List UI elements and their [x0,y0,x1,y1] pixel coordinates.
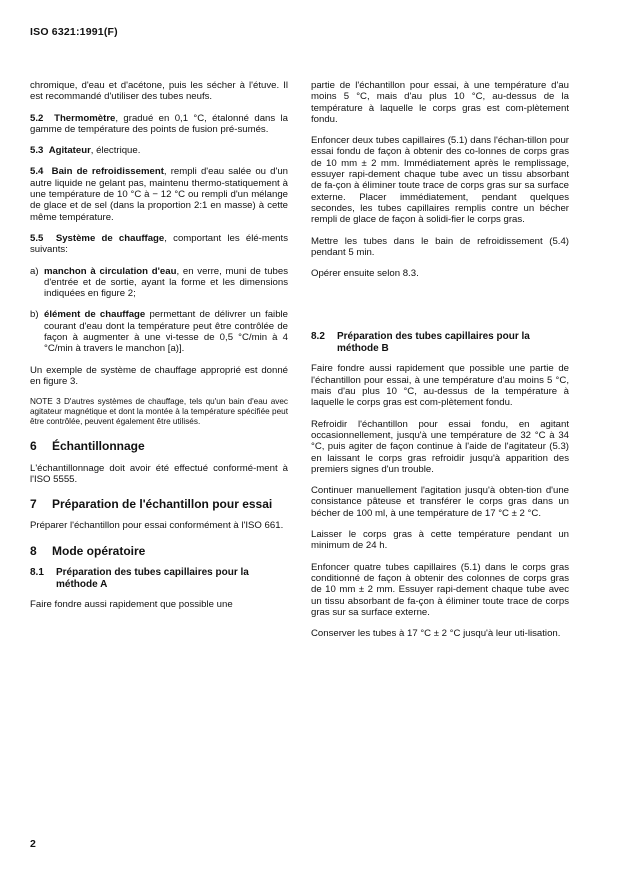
section-8-2-heading [311,331,569,355]
section-6-title: Échantillonnage [52,439,145,454]
right-paragraph-9: Enfoncer quatre tubes capillaires (5.1) dans le corps gras conditionné de façon à obtenir des colonnes de corps gras de 10 mm ± 2 mm. Essuyer rapi-dement chaque tube avec un tissu absorbant de fa-çon à éliminer toute trace de corps gras sur sa surface externe. [311,561,569,618]
section-8-title: Mode opératoire [52,543,146,558]
section-8-1-title: Préparation des tubes capillaires pour la méthode A [56,567,249,591]
section-6-heading [30,441,288,452]
page-number: 2 [30,838,36,850]
list-item-a-text: , en verre, muni de tubes d'entrée et de sortie, ayant la forme et les dimensions indiquées en figure 2; [44,265,288,300]
clause-5-4-text: , rempli d'eau salée ou d'un autre liquide ne gelant pas, maintenu thermo-statiquement à une température de 10 °C à − 12 °C ou rempli d'un mélange de glace et de sel (dans la proportion 2:1 en masse) à cette même température. [30,166,289,223]
section-7-number: 7 [30,497,37,512]
section-8-1-text: Faire fondre aussi rapidement que possible une [30,599,233,611]
list-item-b [30,309,288,354]
section-6-number: 6 [30,439,37,454]
column-spacer [311,289,569,323]
example-paragraph: Un exemple de système de chauffage approprié est donné en figure 3. [30,364,288,387]
clause-5-4 [30,166,288,222]
clause-5-2 [30,113,288,136]
clause-5-4-label: Bain de refroidissement [51,166,164,178]
clause-5-2-number: 5.2 [30,112,44,124]
clause-5-3-label: Agitateur [48,145,91,157]
right-paragraph-10: Conserver les tubes à 17 °C ± 2 °C jusqu'à leur uti-lisation. [311,628,561,640]
right-column [311,80,569,649]
right-paragraph-7: Continuer manuellement l'agitation jusqu'à obten-tion d'une consistance pâteuse et transférer le corps gras dans un bécher de 100 ml, à une température de 17 °C ± 2 °C. [311,485,569,519]
right-paragraph-4: Opérer ensuite selon 8.3. [311,268,419,280]
clause-5-3-number: 5.3 [30,145,44,157]
list-marker-a: a) [30,265,39,277]
clause-5-2-text: , gradué en 0,1 °C, étalonné dans la gamme de température des points de fusion pré-sumés. [30,112,288,135]
clause-5-5-number: 5.5 [30,232,44,244]
left-column [30,80,288,620]
section-6-text: L'échantillonnage doit avoir été effectué conformé-ment à l'ISO 5555. [30,462,288,485]
clause-5-5-text: , comportant les élé-ments suivants: [30,232,288,256]
list-marker-b: b) [30,309,39,321]
list-item-a-label: manchon à circulation d'eau [44,265,177,277]
section-8-number: 8 [30,543,37,558]
section-7-text: Préparer l'échantillon pour essai conformément à l'ISO 661. [30,520,284,532]
right-paragraph-6: Refroidir l'échantillon pour essai fondu, en agitant occasionnellement, jusqu'à une température de 32 °C à 34 °C, puis agiter de façon continue à l'aide de l'agitateur (5.3) en laissant le corps gras refroidir jusqu'à apparition des premiers signes d'un trouble. [311,418,569,475]
clause-5-3-text: , électrique. [90,145,141,157]
right-paragraph-8: Laisser le corps gras à cette température pendant un minimum de 24 h. [311,529,569,552]
clause-5-5-label: Système de chauffage [55,232,165,244]
section-8-2-title: Préparation des tubes capillaires pour la méthode B [337,331,530,355]
right-paragraph-1: partie de l'échantillon pour essai, à une température d'au moins 5 °C, mais d'au plus 10 °C, au-dessus de la température à laquelle le corps gras est com-plètement fondu. [311,80,569,125]
section-7-title: Préparation de l'échantillon pour essai [52,497,273,512]
right-paragraph-3: Mettre les tubes dans le bain de refroidissement (5.4) pendant 5 min. [311,235,569,258]
section-8-1-heading [30,567,288,591]
intro-paragraph: chromique, d'eau et d'acétone, puis les sécher à l'étuve. Il est recommandé d'utiliser des tubes neufs. [30,80,288,103]
clause-5-5 [30,233,288,256]
right-paragraph-2: Enfoncer deux tubes capillaires (5.1) dans l'échan-tillon pour essai fondu de façon à obtenir des co-lonnes de corps gras de 10 mm ± 2 mm. Immédiatement après le remplissage, essuyer rapi-dement chaque tube avec un tissu absorbant de fa-çon à éliminer toute trace de corps gras sur sa surface externe. Placer immédiatement, pendant quelques secondes, les tubes capillaires remplis contre un bécher rempli de glace de façon à solidi-fier le corps gras. [311,135,569,226]
clause-5-4-number: 5.4 [30,166,44,178]
section-8-heading [30,543,288,558]
list-item-b-label: élément de chauffage [44,309,146,321]
right-paragraph-5: Faire fondre aussi rapidement que possible une partie de l'échantillon pour essai, à une température d'au moins 5 °C, mais d'au plus 10 °C, au-dessus de la température à laquelle le corps gras est com-plètement fondu. [311,363,569,409]
section-7-heading [30,499,288,510]
section-8-2-number: 8.2 [311,331,325,343]
clause-5-2-label: Thermomètre [54,112,116,124]
section-8-1-number: 8.1 [30,567,44,579]
note-3: NOTE 3 D'autres systèmes de chauffage, tels qu'un bain d'eau avec agitateur magnétique et dont la montée à la température spécifiée peut être contrôlée, peuvent également être utilisés. [30,397,288,427]
clause-5-3 [30,145,288,156]
list-item-a [30,266,288,300]
list-item-b-text: permettant de délivrer un faible courant d'eau dont la température peut être contrôlée de façon à augmenter à une vi-tesse de 0,5 °C/min à 4 °C/min à travers le manchon [a)]. [44,309,288,355]
document-header: ISO 6321:1991(F) [30,26,118,38]
